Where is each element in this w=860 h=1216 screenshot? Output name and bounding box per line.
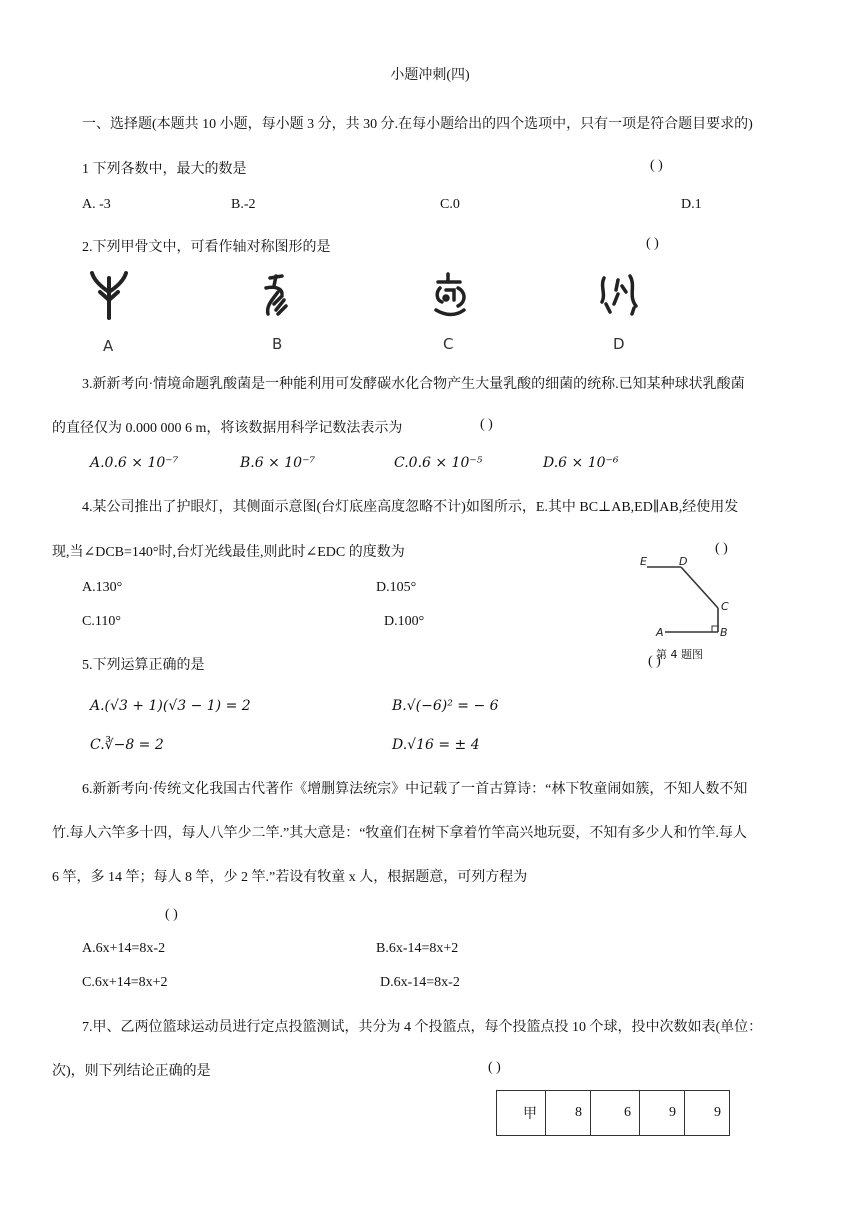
glyph-label-d: D bbox=[613, 335, 625, 353]
point-c-label: C bbox=[721, 600, 729, 613]
figure-caption: 第 4 题图 bbox=[656, 648, 703, 661]
option-a: A.130° bbox=[82, 580, 123, 595]
question-2-answer-paren: ( ) bbox=[646, 236, 659, 251]
option-c: C.0.6 × 10⁻⁵ bbox=[394, 455, 483, 471]
oracle-glyph-d-image bbox=[592, 270, 652, 320]
question-7-line-1: 7.甲、乙两位篮球运动员进行定点投篮测试，共分为 4 个投篮点，每个投篮点投 10 个球，投中次数如表(单位： bbox=[82, 1020, 763, 1035]
question-3-line-1: 3.新新考向·情境命题乳酸菌是一种能利用可发酵碳水化合物产生大量乳酸的细菌的统称.已知某种球状乳酸菌 bbox=[82, 377, 745, 392]
question-4-line-2: 现,当∠DCB=140°时,台灯光线最佳,则此时∠EDC 的度数为 bbox=[52, 545, 405, 560]
question-6-line-2: 竹.每人六竿多十四，每人八竿少二竿.”其大意是：“牧童们在树下拿着竹竿高兴地玩耍，不知有多少人和竹竿.每人 bbox=[52, 826, 747, 841]
shooting-score-table bbox=[496, 1090, 730, 1136]
question-7-line-2: 次)，则下列结论正确的是 bbox=[52, 1064, 211, 1079]
table-cell: 6 bbox=[591, 1091, 640, 1136]
glyph-label-b: B bbox=[272, 335, 283, 353]
point-a-label: A bbox=[656, 626, 664, 639]
option-b: B.-2 bbox=[231, 197, 256, 212]
right-angle-mark bbox=[712, 626, 718, 632]
question-7-answer-paren: ( ) bbox=[488, 1060, 501, 1075]
option-d: D.105° bbox=[376, 580, 417, 595]
question-1-answer-paren: ( ) bbox=[650, 158, 663, 173]
oracle-glyph-c-image bbox=[422, 270, 482, 320]
segment-dc bbox=[681, 567, 718, 608]
option-d: D.6 × 10⁻⁶ bbox=[543, 455, 619, 471]
oracle-glyph-b-image bbox=[252, 270, 312, 320]
option-a: A.(√3 + 1)(√3 − 1) = 2 bbox=[90, 698, 251, 714]
table-row bbox=[497, 1091, 730, 1136]
question-6-line-3: 6 竿，多 14 竿；每人 8 竿，少 2 竿.”若设有牧童 x 人，根据题意，可列方程为 bbox=[52, 870, 528, 885]
question-6-line-1: 6.新新考向·传统文化我国古代著作《增删算法统宗》中记载了一首古算诗：“林下牧童闹如簇，不知人数不知 bbox=[82, 782, 748, 797]
option-a: A.6x+14=8x-2 bbox=[82, 941, 166, 956]
table-cell: 9 bbox=[685, 1091, 730, 1136]
option-d: D.√16 = ± 4 bbox=[392, 737, 480, 753]
question-4-answer-paren: ( ) bbox=[715, 541, 728, 556]
question-4-line-1: 4.某公司推出了护眼灯，其侧面示意图(台灯底座高度忽略不计)如图所示，E.其中 BC⊥AB,ED∥AB,经使用发 bbox=[82, 500, 739, 515]
option-c: C.6x+14=8x+2 bbox=[82, 975, 168, 990]
table-row-label: 甲 bbox=[497, 1091, 546, 1136]
question-3-line-2: 的直径仅为 0.000 000 6 m，将该数据用科学记数法表示为 bbox=[52, 421, 403, 436]
option-d-second: D.100° bbox=[384, 614, 425, 629]
question-6-answer-paren: ( ) bbox=[165, 907, 178, 922]
option-a: A. -3 bbox=[82, 197, 111, 212]
question-2-stem: 2.下列甲骨文中，可看作轴对称图形的是 bbox=[82, 240, 331, 255]
option-c: C.110° bbox=[82, 614, 121, 629]
point-e-label: E bbox=[640, 555, 647, 568]
page-title: 小题冲刺(四) bbox=[390, 68, 470, 83]
section-heading: 一、选择题(本题共 10 小题，每小题 3 分，共 30 分.在每小题给出的四个选项中，只有一项是符合题目要求的) bbox=[82, 117, 753, 132]
point-b-label: B bbox=[720, 626, 728, 639]
question-1-stem: 1 下列各数中，最大的数是 bbox=[82, 162, 247, 177]
point-d-label: D bbox=[679, 555, 688, 568]
question-3-answer-paren: ( ) bbox=[480, 417, 493, 432]
glyph-label-c: C bbox=[443, 335, 454, 353]
oracle-glyph-a-image bbox=[82, 270, 142, 320]
option-b: B.6 × 10⁻⁷ bbox=[240, 455, 316, 471]
question-5-stem: 5.下列运算正确的是 bbox=[82, 658, 205, 673]
question-5-answer-paren: ( ) bbox=[648, 654, 661, 669]
option-a: A.0.6 × 10⁻⁷ bbox=[90, 455, 179, 471]
option-b: B.√(−6)² = − 6 bbox=[392, 698, 499, 714]
glyph-label-a: A bbox=[103, 337, 114, 355]
option-d: D.6x-14=8x-2 bbox=[380, 975, 460, 990]
option-d: D.1 bbox=[681, 197, 702, 212]
option-c: C.∛−8 = 2 bbox=[90, 737, 164, 753]
table-cell: 9 bbox=[640, 1091, 685, 1136]
option-b: B.6x-14=8x+2 bbox=[376, 941, 459, 956]
table-cell: 8 bbox=[546, 1091, 591, 1136]
option-c: C.0 bbox=[440, 197, 460, 212]
